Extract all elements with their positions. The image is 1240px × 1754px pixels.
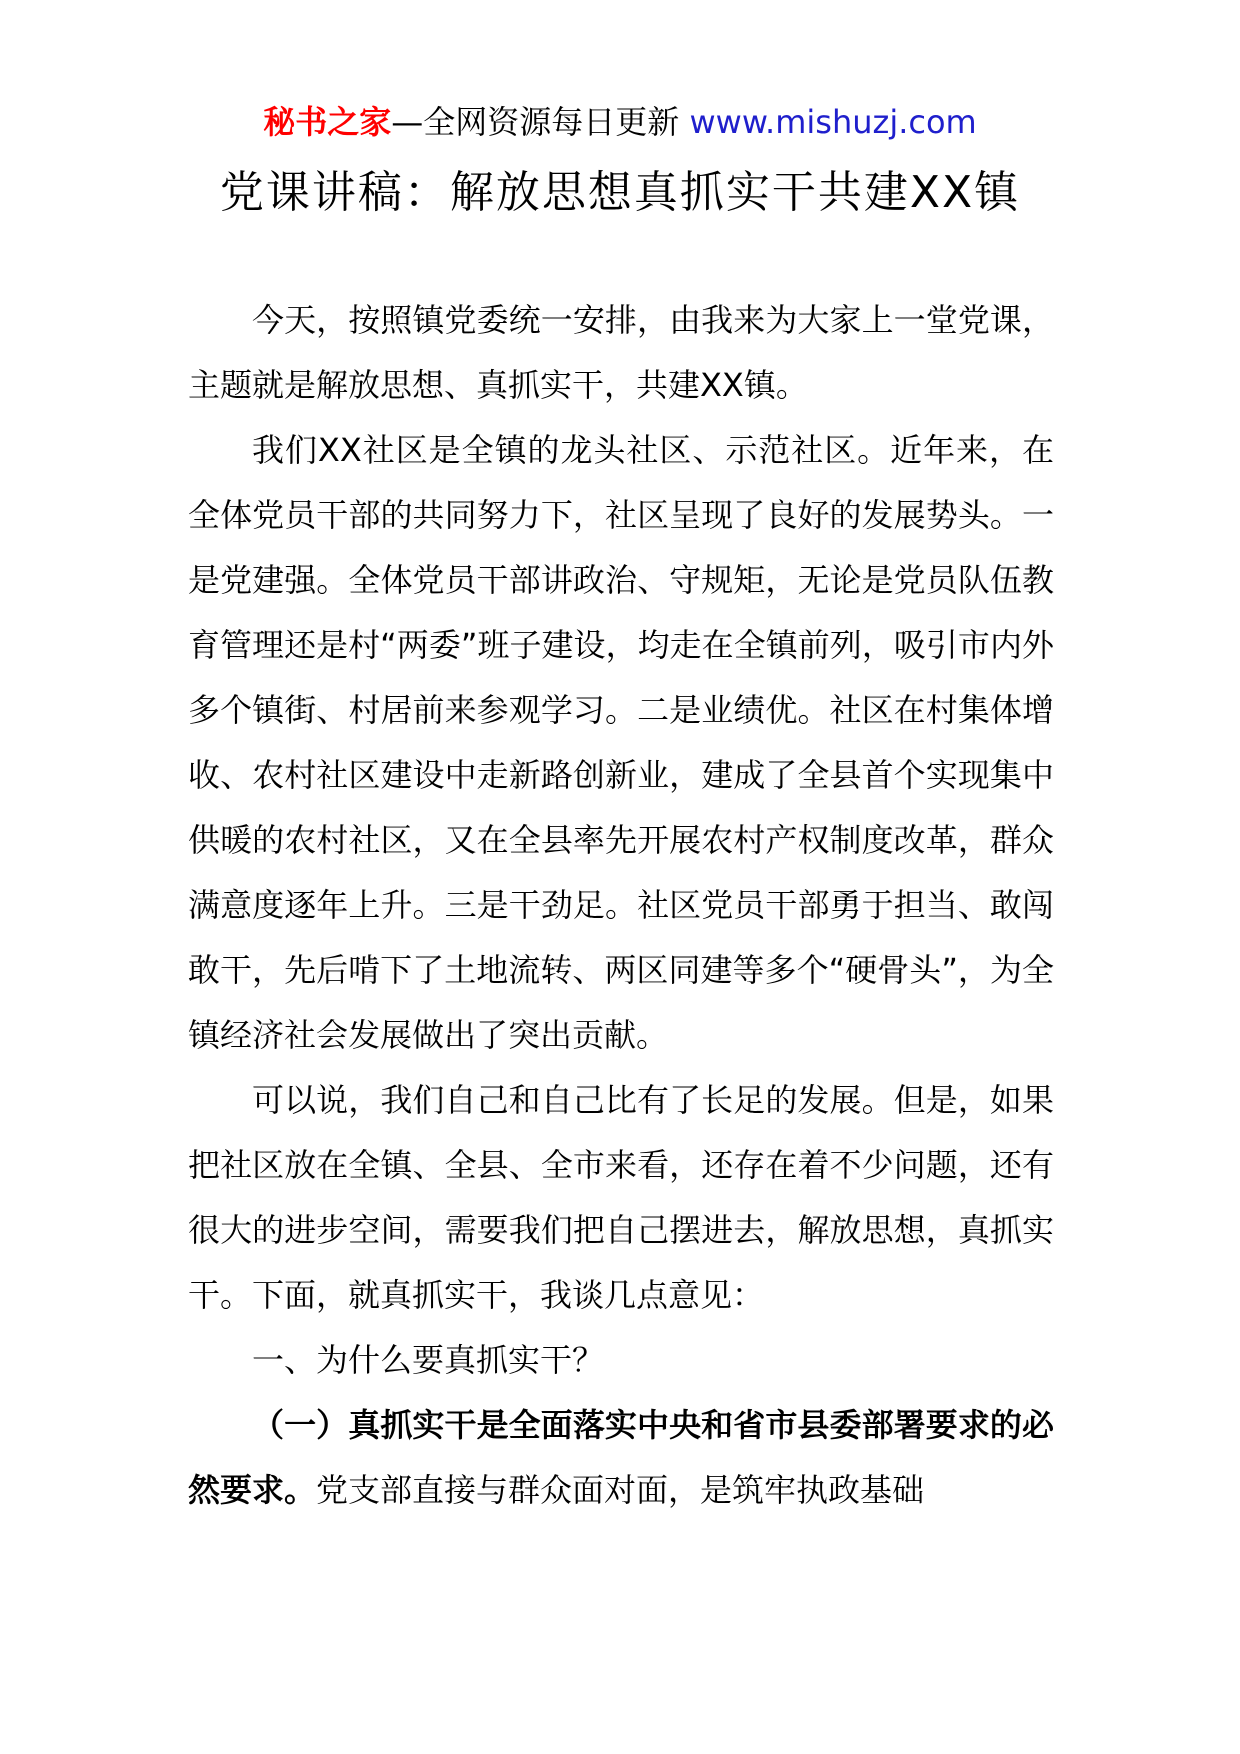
document-title: 党课讲稿：解放思想真抓实干共建XX镇 [219,167,1021,218]
site-url[interactable]: www.mishuzj.com [689,103,977,141]
header-tagline: —全网资源每日更新 [391,103,690,141]
section-heading: 一、为什么要真抓实干？ [252,1341,605,1379]
subsection-heading: （一）真抓实干是全面落实中央和省市县委部署要求的必然要求。 [188,1406,1054,1509]
site-header [0,102,1240,142]
paragraph-community: 我们XX社区是全镇的龙头社区、示范社区。近年来，在全体党员干部的共同努力下，社区呈现了良好的发展势头。一是党建强。全体党员干部讲政治、守规矩，无论是党员队伍教育管理还是村“两委”班子建设，均走在全镇前列，吸引市内外多个镇街、村居前来参观学习。二是业绩优。社区在村集体增收、农村社区建设中走新路创新业，建成了全县首个实现集中供暖的农村社区，又在全县率先开展农村产权制度改革，群众满意度逐年上升。三是干劲足。社区党员干部勇于担当、敢闯敢干，先后啃下了土地流转、两区同建等多个“硬骨头”，为全镇经济社会发展做出了突出贡献。 [188,431,1054,1054]
subsection-text: 党支部直接与群众面对面，是筑牢执政基础 [316,1471,925,1509]
paragraph-subsection [188,1393,1054,1523]
paragraph-transition: 可以说，我们自己和自己比有了长足的发展。但是，如果把社区放在全镇、全县、全市来看，还存在着不少问题，还有很大的进步空间，需要我们把自己摆进去，解放思想，真抓实干。下面，就真抓实干，我谈几点意见： [188,1081,1054,1314]
paragraph-intro: 今天，按照镇党委统一安排，由我来为大家上一堂党课，主题就是解放思想、真抓实干，共建XX镇。 [188,301,1054,404]
document-body [188,288,1054,1523]
brand-name: 秘书之家 [263,103,392,141]
